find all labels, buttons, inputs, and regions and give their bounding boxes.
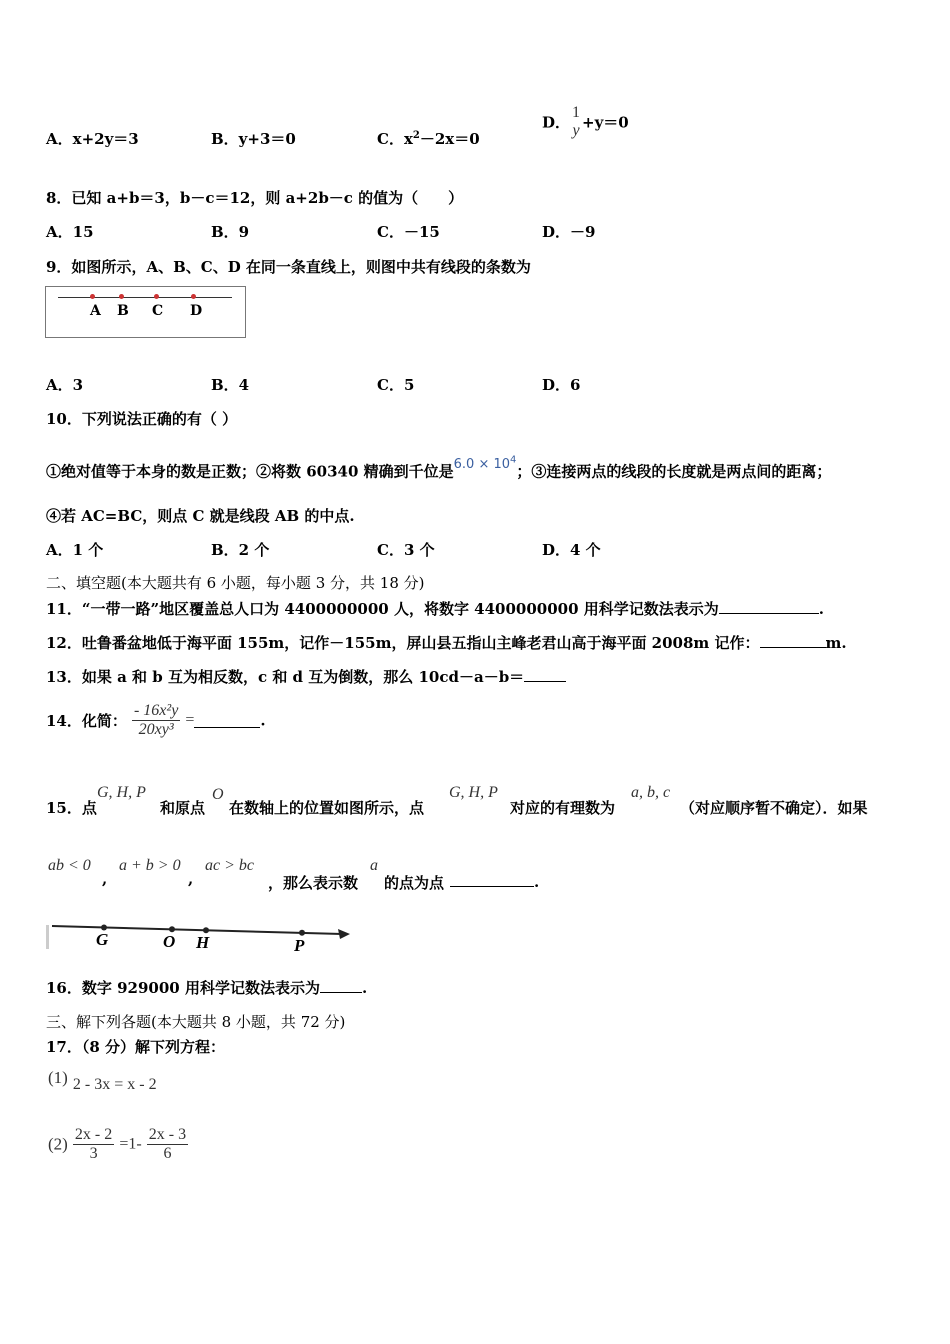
q9-stem: 9．如图所示，A、B、C、D 在同一条直线上，则图中共有线段的条数为: [46, 258, 531, 276]
q9-point-d-dot: [191, 294, 196, 299]
q15-label: 15．点: [46, 799, 97, 817]
q15-comma-1: ,: [102, 870, 108, 888]
q15-text-6: 的点为点: [384, 874, 445, 892]
q14: 14．化简： $\frac{\text{- 16x²y}}{\text{20xy³}}$ = .: [46, 702, 266, 738]
point-g-label: G: [96, 930, 109, 949]
q10-option-a: A．1 个: [46, 541, 104, 559]
q15-text-5: ，那么表示数: [268, 874, 359, 892]
q17-part2: (2) $\frac{2x - 2}{3}$ =1- $\frac{2x - 3}{6}$: [48, 1126, 187, 1162]
q10-option-b: B．2 个: [211, 541, 270, 559]
q12: 12．吐鲁番盆地低于海平面 155m，记作－155m，屏山县五指山主峰老君山高于海平面 2008m 记作： m.: [46, 634, 847, 652]
q13-answer-blank[interactable]: [524, 667, 566, 682]
q15-text-3: 对应的有理数为: [510, 799, 616, 817]
q7-option-c: C．$x^2-2x=0$: [377, 130, 480, 148]
point-o-label: O: [163, 932, 176, 951]
q9-point-a-dot: [90, 294, 95, 299]
q15-ghp-2: G, H, P: [449, 784, 498, 801]
q10-stem: 10．下列说法正确的有（ ）: [46, 410, 238, 428]
q7-option-d: D． 1 y +y＝0: [542, 104, 629, 139]
q13: 13．如果 a 和 b 互为相反数，c 和 d 互为倒数，那么 10cd－a－b＝: [46, 666, 566, 687]
q9-point-b-dot: [119, 294, 124, 299]
q17-stem: 17．（8 分）解下列方程：: [46, 1038, 226, 1056]
point-p-label: P: [294, 936, 305, 955]
q15-var-a: a: [370, 857, 378, 874]
q10-option-c: C．3 个: [377, 541, 435, 559]
q9-point-c-dot: [154, 294, 159, 299]
q17-part1: (1) 2 - 3x = x - 2: [48, 1068, 157, 1093]
q15-answer-blank[interactable]: [450, 872, 534, 887]
q15-number-line: [44, 915, 354, 957]
q9-label-b: B: [117, 303, 129, 319]
q15-abc: a, b, c: [631, 784, 671, 801]
q9-option-d: D．6: [542, 376, 581, 394]
q15-answer: .: [450, 872, 539, 891]
q16-answer-blank[interactable]: [320, 978, 362, 993]
q9-label-d: D: [190, 303, 203, 319]
q10-statement-line1: ①绝对值等于本身的数是正数；②将数 60340 精确到千位是$6.0 \times 10^4$；③连接两点的线段的长度就是两点间的距离；: [46, 455, 832, 481]
q8-option-c: C．－15: [377, 223, 440, 241]
q15-condition-1: ab < 0: [48, 857, 91, 874]
q15-comma-2: ,: [188, 870, 194, 888]
q15-text-1: 和原点: [160, 799, 206, 817]
q9-line: [58, 297, 232, 298]
q9-label-a: A: [90, 303, 101, 319]
q9-option-a: A．3: [46, 376, 84, 394]
section-2-heading: 二、填空题(本大题共有 6 小题，每小题 3 分，共 18 分): [46, 574, 425, 592]
q15-text-2: 在数轴上的位置如图所示，点: [229, 799, 425, 817]
q9-option-c: C．5: [377, 376, 415, 394]
q7-option-b: B．y+3＝0: [211, 130, 296, 148]
q8-stem: 8．已知 a+b＝3，b－c＝12，则 a+2b－c 的值为（ ）: [46, 189, 464, 207]
q15-origin: O: [212, 786, 224, 803]
section-3-heading: 三、解下列各题(本大题共 8 小题，共 72 分): [46, 1013, 346, 1031]
q10-statement-line2: ④若 AC=BC，则点 C 就是线段 AB 的中点.: [46, 507, 355, 525]
q9-figure: [45, 286, 246, 338]
q8-option-b: B．9: [211, 223, 250, 241]
q14-answer-blank[interactable]: [194, 713, 260, 728]
q15-condition-3: ac > bc: [205, 857, 254, 874]
q16: 16．数字 929000 用科学记数法表示为 .: [46, 979, 368, 997]
q15-condition-2: a + b > 0: [119, 857, 181, 874]
q9-option-b: B．4: [211, 376, 250, 394]
q12-answer-blank[interactable]: [760, 633, 826, 648]
q9-label-c: C: [152, 303, 164, 319]
point-p-dot: [299, 930, 305, 936]
q8-option-d: D．－9: [542, 223, 596, 241]
q11: 11．“一带一路”地区覆盖总人口为 4400000000 人，将数字 4400000000 用科学记数法表示为 .: [46, 600, 824, 618]
q15-ghp-1: G, H, P: [97, 784, 146, 801]
arrow-right-icon: [338, 929, 350, 939]
q15-text-4: （对应顺序暂不确定）．如果: [680, 799, 868, 817]
q8-option-a: A．15: [46, 223, 94, 241]
point-h-label: H: [196, 933, 210, 952]
q11-answer-blank[interactable]: [719, 599, 819, 614]
q10-option-d: D．4 个: [542, 541, 601, 559]
scan-edge-mark: [46, 925, 49, 949]
q7-option-a: A．x+2y＝3: [46, 130, 139, 148]
